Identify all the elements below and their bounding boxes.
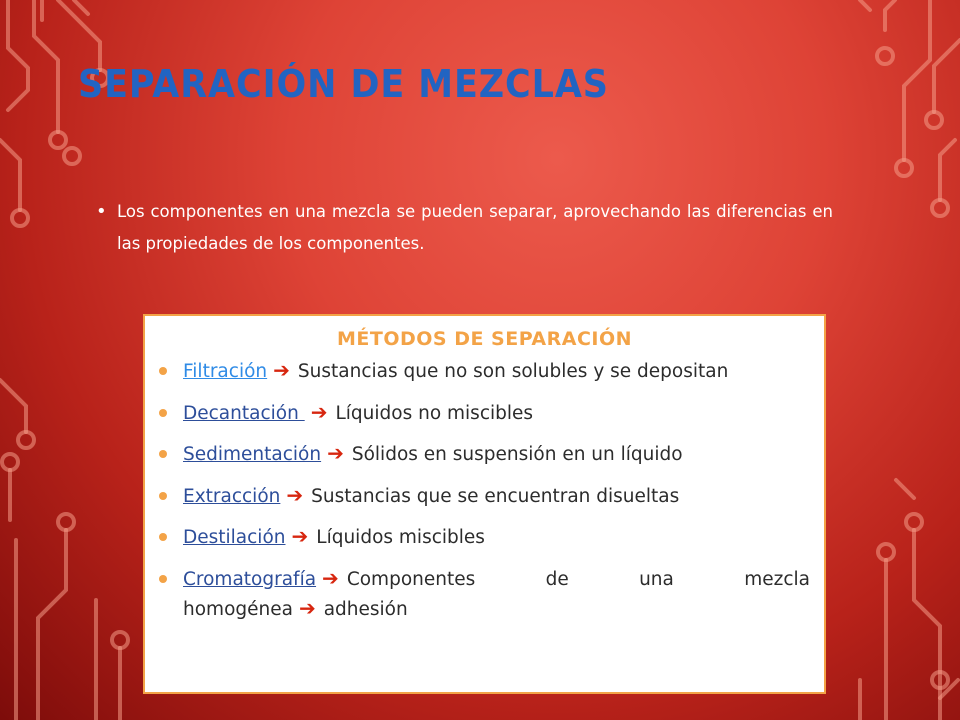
method-item-cromatografia xyxy=(159,564,810,624)
arrow-right-icon: ➔ xyxy=(322,565,339,590)
methods-list xyxy=(159,356,810,624)
methods-title: MÉTODOS DE SEPARACIÓN xyxy=(336,328,633,350)
slide-title: SEPARACIÓN DE MEZCLAS xyxy=(78,62,609,106)
intro-paragraph xyxy=(96,196,833,260)
method-desc: Sólidos en suspensión en un líquido xyxy=(351,444,683,465)
method-item-filtracion xyxy=(159,356,810,386)
arrow-right-icon: ➔ xyxy=(273,358,290,382)
method-link-extraccion[interactable]: Extracción xyxy=(183,485,281,507)
methods-box xyxy=(143,314,826,694)
arrow-right-icon: ➔ xyxy=(327,441,344,465)
method-desc: Líquidos miscibles xyxy=(316,527,485,548)
bullet-dot-icon xyxy=(159,575,167,583)
method-item-destilacion xyxy=(159,522,810,552)
method-link-sedimentacion[interactable]: Sedimentación xyxy=(183,444,322,465)
method-desc: Sustancias que no son solubles y se depositan xyxy=(297,361,729,382)
method-item-decantacion xyxy=(159,398,810,428)
arrow-right-icon: ➔ xyxy=(298,595,316,620)
bullet-dot-icon xyxy=(159,492,167,500)
method-desc: Sustancias que se encuentran disueltas xyxy=(311,485,680,507)
method-desc-2: adhesión xyxy=(323,598,408,620)
method-link-filtracion[interactable]: Filtración xyxy=(183,361,268,382)
bullet-dot-icon xyxy=(159,450,167,458)
method-link-cromatografia[interactable]: Cromatografía xyxy=(183,568,317,590)
method-desc: Componentes de una mezcla homogénea xyxy=(183,568,810,620)
arrow-right-icon: ➔ xyxy=(291,524,309,548)
arrow-right-icon: ➔ xyxy=(286,482,304,507)
method-link-decantacion[interactable]: Decantación xyxy=(183,402,305,424)
bullet-dot-icon xyxy=(159,409,167,417)
method-link-destilacion[interactable]: Destilación xyxy=(183,527,286,548)
bullet-dot-icon xyxy=(159,533,167,541)
intro-text: Los componentes en una mezcla se pueden separar, aprovechando las diferencias en las propiedades de los componentes. xyxy=(117,202,833,253)
method-item-extraccion xyxy=(159,481,810,511)
arrow-right-icon: ➔ xyxy=(310,399,328,424)
method-item-sedimentacion xyxy=(159,439,810,469)
bullet-dot-icon xyxy=(159,367,167,375)
bullet-icon: • xyxy=(96,201,107,222)
method-desc: Líquidos no miscibles xyxy=(335,402,534,424)
